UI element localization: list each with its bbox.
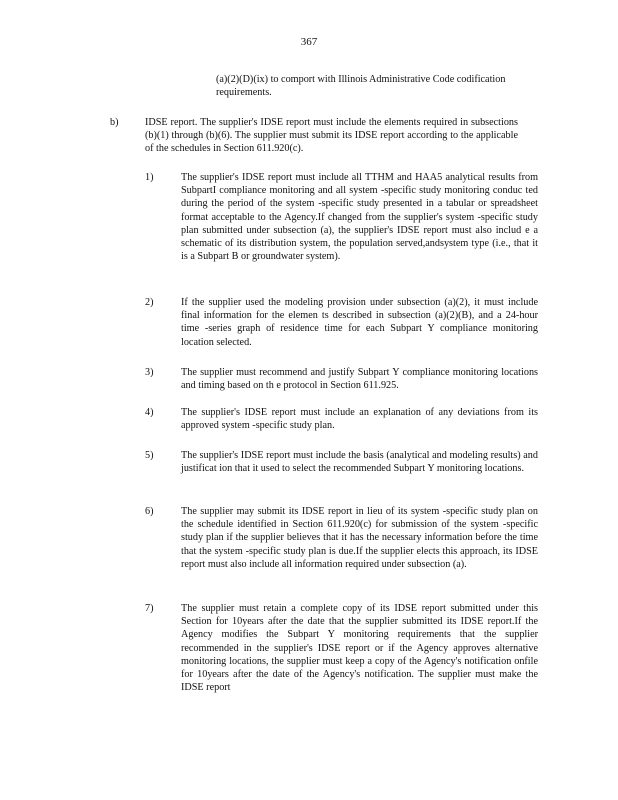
item-6-marker: 6) [145,506,154,517]
item-5-marker: 5) [145,450,154,461]
item-3-marker: 3) [145,367,154,378]
item-1-marker: 1) [145,172,154,183]
item-4-marker: 4) [145,407,154,418]
item-3-text: The supplier must recommend and justify Subpart Y compliance monitoring locations and timing based on th e protocol in Section 611.925. [181,367,538,392]
item-7-text: The supplier must retain a complete copy of its IDSE report submitted under this Section for 10years after the date that the supplier submitted its IDSE report.If the Agency modifies the Subpart Y monitoring requirements that the supplier recommended in the supplier's IDSE report or if the Agency approves alternative monitoring locations, the supplier must keep a copy of the Agency's notification onfile for 10years after the date of the Agency's notification. The supplier must make the IDSE report [181,603,538,694]
item-4-text: The supplier's IDSE report must include an explanation of any deviations from its approved system -specific study plan. [181,407,538,432]
item-2-text: If the supplier used the modeling provision under subsection (a)(2), it must include final information for the elemen ts described in subsection (a)(2)(B), and a 24-hour time -series graph of residence time for each Subpart Y compliance monitoring location selected. [181,297,538,348]
item-1-text: The supplier's IDSE report must include all TTHM and HAA5 analytical results from SubpartI compliance monitoring and all system -specific study monitoring conduc ted during the period of the system -specific study presented in a tabular or spreadsheet format acceptable to the Agency.If changed from the supplier's system -specific study plan submitted under subsection (a), the supplier's IDSE report must also includ e a schematic of its distribution system, the population served,andsystem type (i.e., that it is a Subpart B or groundwater system). [181,172,538,263]
section-b-marker: b) [110,117,119,128]
intro-continuation: (a)(2)(D)(ix) to comport with Illinois Administrative Code codification requirements. [216,74,506,99]
item-2-marker: 2) [145,297,154,308]
page-number: 367 [300,36,318,48]
item-5-text: The supplier's IDSE report must include the basis (analytical and modeling results) and justificat ion that it used to select the recommended Subpart Y monitoring locations. [181,450,538,475]
item-7-marker: 7) [145,603,154,614]
item-6-text: The supplier may submit its IDSE report in lieu of its system -specific study plan on the schedule identified in Section 611.920(c) for submission of the system -specific study plan if the supplier believes that it has the necessary information before the time that the system -specific study plan is due.If the supplier elects this approach, its IDSE report must also include all information required under subsection (a). [181,506,538,570]
section-b-text: IDSE report. The supplier's IDSE report must include the elements required in subsections (b)(1) through (b)(6). The supplier must submit its IDSE report according to the applicable of the schedules in Section 611.920(c). [145,117,518,155]
